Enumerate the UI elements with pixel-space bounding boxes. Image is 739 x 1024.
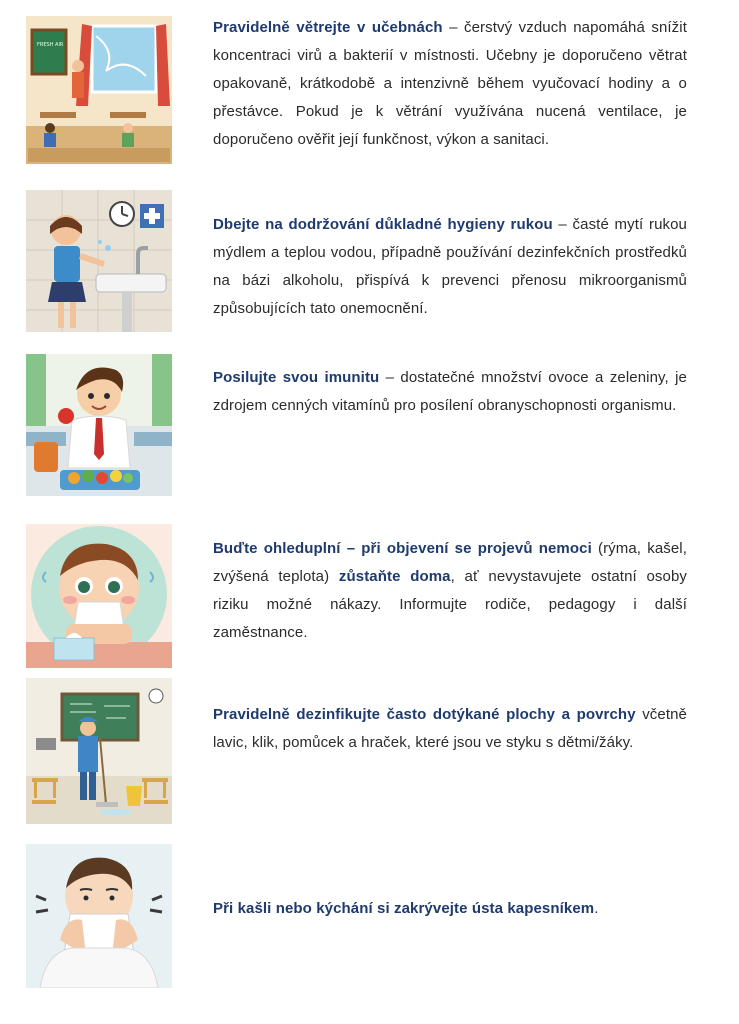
- tip-stay-home-heading: Buďte ohleduplní – při objevení se projevů nemoci: [213, 540, 592, 557]
- tip-immunity-heading: Posilujte svou imunitu: [213, 369, 380, 386]
- tip-stay-home-emphasis: zůstaňte doma: [338, 568, 451, 585]
- tip-hand-hygiene-text: [213, 211, 687, 323]
- tip-cough-etiquette-text: [213, 895, 687, 923]
- fresh-air-sign: FRESH AIR: [37, 42, 64, 48]
- tip-hand-hygiene-heading: Dbejte na dodržování důkladné hygieny rukou: [213, 216, 553, 233]
- tip-cough-etiquette-period: .: [594, 900, 599, 917]
- ventilating-classroom-illustration: [26, 16, 172, 164]
- tip-ventilation-heading: Pravidelně větrejte v učebnách: [213, 19, 443, 36]
- tip-immunity-text: [213, 364, 687, 420]
- tip-disinfection-body: včetně lavic, klik, pomůcek a hraček, které jsou ve styku s dětmi/žáky.: [213, 706, 687, 751]
- janitor-disinfecting-illustration: [26, 678, 172, 824]
- tip-cough-etiquette-heading: Při kašli nebo kýchání si zakrývejte ústa kapesníkem: [213, 900, 595, 917]
- tip-stay-home-text: [213, 535, 687, 647]
- boy-eating-fruit-illustration: [26, 354, 172, 496]
- tip-ventilation-text: [213, 14, 687, 154]
- boy-covering-mouth-illustration: [26, 844, 172, 988]
- tip-hand-hygiene-body: – časté mytí rukou mýdlem a teplou vodou, případně používání dezinfekčních prostředků na bázi alkoholu, přispívá k prevenci přenosu mikroorganismů způsobujících tato onemocnění.: [213, 216, 687, 317]
- tip-ventilation-body: – čerstvý vzduch napomáhá snížit koncentraci virů a bakterií v místnosti. Učebny je doporučeno větrat opakovaně, krátkodobě a intenzivně během vyučovací hodiny a o přestávce. Pokud je k větrání využívána nucená ventilace, je doporučeno ověřit její funkčnost, výkon a sanitaci.: [213, 19, 687, 148]
- tip-stay-home-body: , ať nevystavujete ostatní osoby riziku možné nákazy. Informujte rodiče, pedagogy i další zaměstnance.: [213, 568, 687, 641]
- tip-disinfection-heading: Pravidelně dezinfikujte často dotýkané plochy a povrchy: [213, 706, 636, 723]
- tip-immunity-body: – dostatečné množství ovoce a zeleniny, je zdrojem cenných vitamínů pro posílení obranyschopnosti organismu.: [213, 369, 687, 414]
- sick-child-tissue-illustration: [26, 524, 172, 668]
- tip-disinfection-text: [213, 701, 687, 757]
- girl-washing-hands-illustration: [26, 190, 172, 332]
- tip-stay-home-symptoms: (rýma, kašel, zvýšená teplota): [213, 540, 687, 585]
